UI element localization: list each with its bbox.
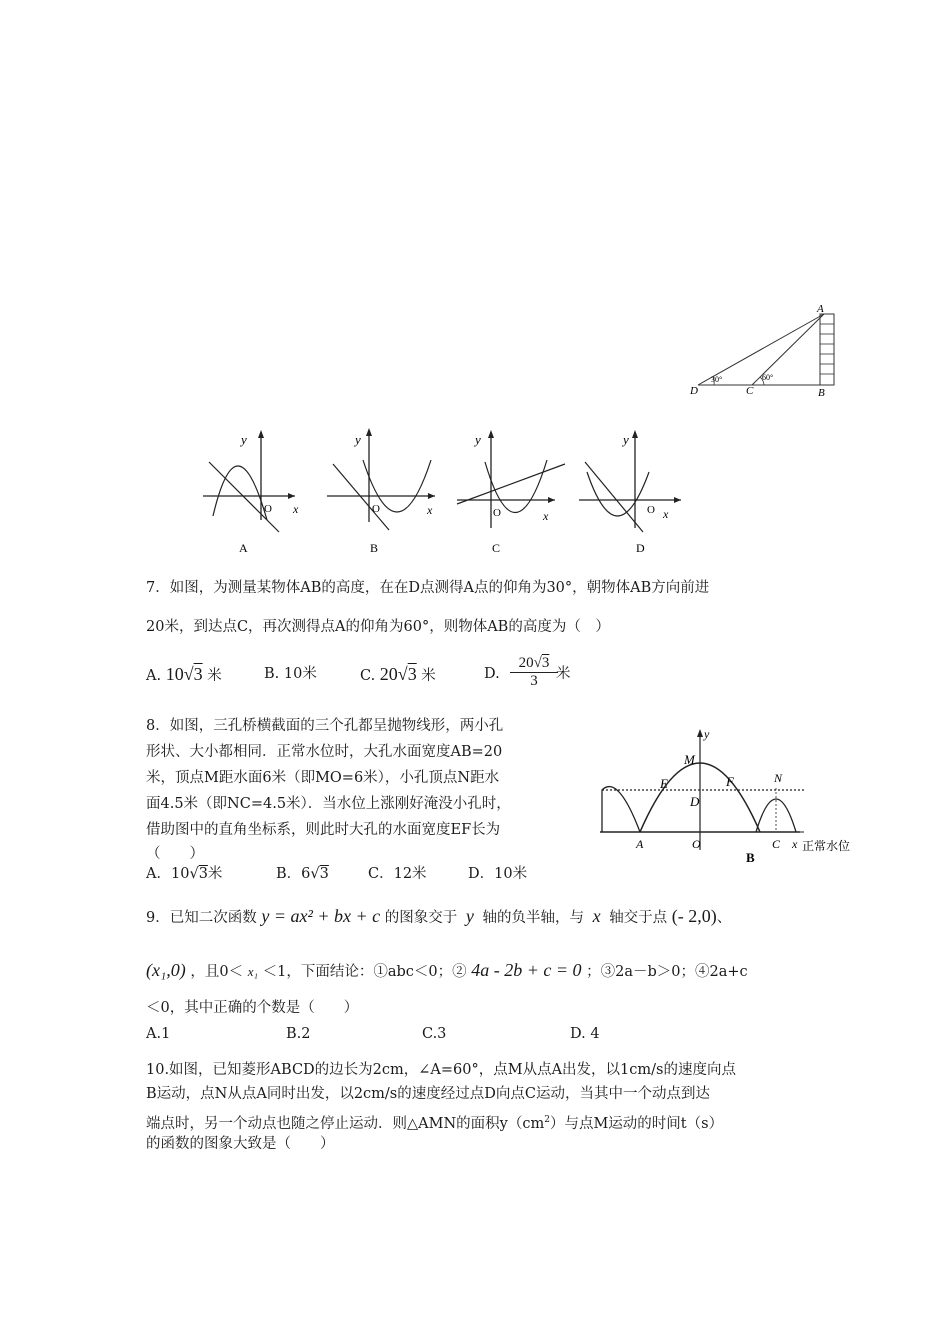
- graph-a: [203, 430, 299, 555]
- svg-text:B: B: [746, 850, 755, 862]
- graph-d: [579, 430, 681, 555]
- svg-text:O: O: [493, 507, 501, 519]
- q10-line3: 端点时，另一个动点也随之停止运动．则△AMN的面积$y(cm^2)$与点M运动的时间t（s）: [146, 1115, 724, 1132]
- q9-line1: 9．已知二次函数 y = ax² + bx + c 的图象交于 y 轴的负半轴，与 x 轴交于点 (- 2,0)、: [146, 906, 732, 926]
- svg-text:y: y: [704, 727, 710, 741]
- label-D: D: [690, 385, 698, 397]
- q7-option-d-fraction: 20√3 3: [510, 655, 558, 690]
- svg-text:y: y: [475, 432, 481, 447]
- q10-line1: 10.如图，已知菱形ABCD的边长为2cm，∠A=60°，点M从点A出发，以1cm/s的速度向点: [146, 1062, 736, 1078]
- q8-option-c: C．12米: [368, 866, 427, 882]
- q7-option-d-label: D.: [484, 666, 500, 682]
- svg-text:y: y: [355, 432, 361, 447]
- svg-text:y: y: [241, 432, 247, 447]
- q9-line2: (x₁,0) ，且0＜ x₁ ＜1，下面结论：①abc＜0；② 4a - 2b + c = 0 ；③2a－b＞0；④2a+c: [146, 960, 748, 980]
- label-C: C: [746, 385, 754, 397]
- q9-option-d: D. 4: [570, 1026, 600, 1042]
- q8-line4: 面4.5米（即NC=4.5米）．当水位上涨刚好淹没小孔时，: [146, 796, 511, 812]
- graph-label-b: B: [370, 541, 379, 555]
- svg-text:x: x: [663, 507, 669, 521]
- graph-c: [457, 430, 565, 555]
- svg-text:x: x: [293, 502, 299, 516]
- option-graphs-figure: [195, 420, 685, 560]
- graph-label-a: A: [239, 541, 248, 555]
- svg-text:D: D: [690, 794, 700, 809]
- svg-text:x: x: [792, 837, 798, 851]
- svg-text:O: O: [372, 503, 380, 515]
- q7-line1: 7．如图，为测量某物体AB的高度，在在D点测得A点的仰角为30°，朝物体AB方向前进: [146, 580, 710, 596]
- small-arch-right: [756, 799, 796, 832]
- q9-line3: ＜0，其中正确的个数是（ ）: [146, 1000, 359, 1016]
- elevation-figure: [684, 300, 844, 400]
- svg-text:F: F: [726, 774, 734, 789]
- graph-label-c: C: [492, 541, 501, 555]
- svg-text:N: N: [774, 771, 783, 785]
- svg-text:正常水位: 正常水位: [802, 839, 851, 853]
- svg-text:x: x: [427, 503, 433, 517]
- svg-text:C: C: [772, 837, 781, 851]
- svg-text:O: O: [264, 503, 272, 515]
- q7-option-c: C. 20√3 米: [360, 664, 436, 684]
- label-A: A: [817, 303, 824, 315]
- q8-line1: 8．如图，三孔桥横截面的三个孔都呈抛物线形，两小孔: [146, 718, 504, 734]
- svg-text:A: A: [636, 837, 644, 851]
- q8-line6: （ ）: [146, 846, 204, 862]
- q10-line2: B运动，点N从点A同时出发，以2cm/s的速度经过点D向点C运动，当其中一个动点到达: [146, 1086, 710, 1102]
- label-angle-60: 60°: [762, 373, 774, 382]
- q9-function: y = ax² + bx + c: [261, 906, 381, 926]
- q7-option-b: B. 10米: [264, 666, 317, 682]
- label-angle-30: 30°: [711, 375, 723, 384]
- q8-option-b: B．6√3: [276, 866, 329, 882]
- q9-option-c: C.3: [422, 1026, 447, 1042]
- svg-text:M: M: [684, 752, 695, 767]
- bridge-figure: [596, 726, 860, 862]
- svg-text:y: y: [623, 432, 629, 447]
- graph-b: [327, 428, 435, 555]
- graph-label-d: D: [636, 541, 645, 555]
- svg-text:x: x: [543, 509, 549, 523]
- svg-text:O: O: [692, 837, 701, 851]
- q8-line3: 米，顶点M距水面6米（即MO=6米），小孔顶点N距水: [146, 770, 500, 786]
- q8-option-d: D．10米: [468, 866, 528, 882]
- q10-line4: 的函数的图象大致是（ ）: [146, 1136, 335, 1152]
- svg-text:E: E: [660, 776, 668, 791]
- q7-option-a: A. 10√3 米: [146, 664, 222, 684]
- q9-equation: 4a - 2b + c = 0: [471, 960, 582, 980]
- svg-text:O: O: [647, 504, 655, 516]
- q9-option-b: B.2: [286, 1026, 311, 1042]
- small-arch-left: [602, 787, 640, 832]
- q8-option-a: A．10√3米: [146, 866, 223, 882]
- q7-option-d-unit: 米: [556, 666, 571, 682]
- q9-option-a: A.1: [146, 1026, 171, 1042]
- label-B: B: [818, 387, 825, 399]
- q8-line2: 形状、大小都相同．正常水位时，大孔水面宽度AB=20: [146, 744, 503, 760]
- q8-line5: 借助图中的直角坐标系，则此时大孔的水面宽度EF长为: [146, 822, 501, 838]
- q7-line2: 20米，到达点C，再次测得点A的仰角为60°，则物体AB的高度为（ ）: [146, 619, 610, 635]
